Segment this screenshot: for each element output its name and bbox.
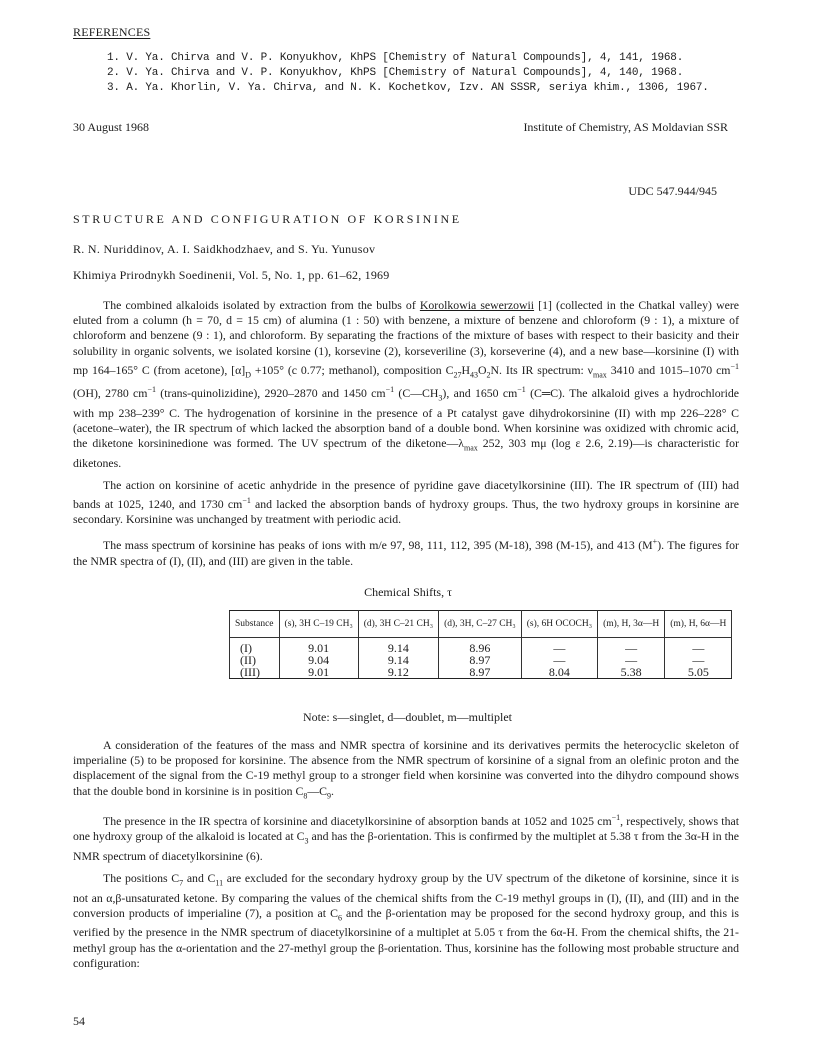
dateline: 30 August 1968 [73, 120, 150, 134]
table-header-cell: (d), 3H C–21 CH₃ [358, 611, 438, 638]
table-cell: 9.01 [279, 642, 358, 654]
table-cell: 9.14 [358, 642, 438, 654]
table-cell: 9.04 [279, 654, 358, 666]
table-header-cell: (s), 6H OCOCH₃ [521, 611, 597, 638]
paragraph: The positions $C_7$ and $C_{11}$ are excluded for the secondary hydroxy group by the UV spectrum of the diketone of korsinine, since it is not an α,β-unsaturated ketone. By comparing the values of the chemical shifts from the C-19 methyl groups in (I), (II), and (III) and in the conversion products of imperialine (7), a position at $C_6$ and the β-orientation may be proposed for the second hydroxy group, and this is verified by the presence in the NMR spectrum of diacetylkorsinine of a multiplet at 5.05 τ from the 6α-H. From the chemical shifts, the 21-methyl group has the α-orientation and the 27-methyl group the β-orientation. Thus, korsinine has the following most probable structure and configuration: [73, 871, 740, 970]
table-cell: — [521, 642, 597, 654]
table-header-row [230, 611, 732, 638]
article-title: STRUCTURE AND CONFIGURATION OF KORSININE [73, 212, 462, 226]
table-cell: 9.14 [358, 654, 438, 666]
table-cell: — [665, 642, 732, 654]
table-header-cell: (s), 3H C–19 CH₃ [279, 611, 358, 638]
table-caption: Chemical Shifts, τ [364, 585, 452, 599]
table-note: Note: s—singlet, d—doublet, m—multiplet [303, 710, 512, 724]
table-header-cell: (m), H, 3α—H [598, 611, 665, 638]
table-cell: 8.04 [521, 666, 597, 679]
table-cell: — [665, 654, 732, 666]
references-heading: REFERENCES [73, 25, 151, 39]
table-cell: 9.12 [358, 666, 438, 679]
reference-item: 1. V. Ya. Chirva and V. P. Konyukhov, KhPS [Chemistry of Natural Compounds], 4, 141, 1968. [107, 52, 684, 64]
table-cell: (III) [230, 666, 280, 679]
paragraph: The combined alkaloids isolated by extraction from the bulbs of Korolkowia sewerzowii [1] (collected in the Chatkal valley) were eluted from a column (h = 70, d = 15 cm) of alumina (1 : 50) with benzene, a mixture of benzene and chloroform (9 : 1), a mixture of chloroform and benzene (9 : 1), and chloroform. By separating the fractions of the mixture of bases with respect to their basicity and their solubility in organic solvents, we isolated korsine (1), korsevine (2), korseveriline (3), korseverine (4), and a new base—korsinine (I) with mp 164–165° C (from acetone), $[\alpha]_D +105^\circ$ (c 0.77; methanol), composition $C_{27}H_{43}O_2N$. Its IR spectrum: $\nu_{max}$ 3410 and 1015–1070 $cm^{-1}$ (OH), 2780 $cm^{-1}$ (trans-quinolizidine), 2920–2870 and 1450 $cm^{-1}$ $(C—CH_3)$, and 1650 $cm^{-1}$ (C═C). The alkaloid gives a hydrochloride with mp 238–239° C. The hydrogenation of korsinine in the presence of a Pt catalyst gave dihydrokorsinine (II) with mp 226–228° C (acetone–water), the IR spectrum of which lacked the absorption band of a double bond. When korsinine was oxidized with chromic acid, the diketone korsininedione was formed. The UV spectrum of the $diketone—\lambda_{max}$ 252, 303 mμ (log ε 2.6, 2.19)—is characteristic for diketones. [73, 298, 740, 470]
paragraph: The presence in the IR spectra of korsinine and diacetylkorsinine of absorption bands at 1052 and 1025 $cm^{-1}$, respectively, shows that one hydroxy group of the alkaloid is located at $C_3$ and has the β-orientation. This is confirmed by the multiplet at 5.38 τ from the 3α-H in the NMR spectrum of diacetylkorsinine (6). [73, 813, 740, 863]
body-text-lower [73, 738, 739, 978]
table-cell: 5.05 [665, 666, 732, 679]
article-source: Khimiya Prirodnykh Soedinenii, Vol. 5, No. 1, pp. 61–62, 1969 [73, 268, 390, 282]
table-cell: (II) [230, 654, 280, 666]
table-cell: 5.38 [598, 666, 665, 679]
page-number: 54 [73, 1014, 85, 1028]
table-header-cell: (d), 3H, C–27 CH₃ [439, 611, 522, 638]
table-cell: — [598, 654, 665, 666]
article-authors: R. N. Nuriddinov, A. I. Saidkhodzhaev, and S. Yu. Yunusov [73, 242, 376, 256]
body-text-upper [73, 298, 739, 576]
table-cell: 8.97 [439, 666, 522, 679]
reference-item: 2. V. Ya. Chirva and V. P. Konyukhov, KhPS [Chemistry of Natural Compounds], 4, 140, 1968. [107, 66, 684, 79]
chemical-shifts-table [229, 610, 732, 679]
paragraph: The mass spectrum of korsinine has peaks of ions with m/e 97, 98, 111, 112, 395 (M-18), 398 (M-15), and 413 (M+). The figures for the NMR spectra of (I), (II), and (III) are given in the table. [73, 537, 739, 568]
paragraph: The action on korsinine of acetic anhydride in the presence of pyridine gave diacetylkorsinine (III). The IR spectrum of (III) had bands at 1025, 1240, and 1730 $cm^{-1}$ and lacked the absorption bands of hydroxy groups. Thus, the two hydroxy groups in korsinine are secondary. Korsinine was unchanged by treatment with periodic acid. [73, 477, 739, 527]
table-cell: 8.96 [439, 642, 522, 654]
paragraph: A consideration of the features of the mass and NMR spectra of korsinine and its derivatives permits the heterocyclic skeleton of imperialine (5) to be proposed for korsinine. The absence from the NMR spectrum of korsinine of a signal from an olefinic proton and the displacement of the signal from the C-19 methyl group to a stronger field when korsinine was converted into the dihydro compound shows that the double bond in korsinine is in position $C_8—C_9$. [73, 738, 739, 800]
table-cell: 8.97 [439, 654, 522, 666]
table-header-cell: (m), H, 6α—H [665, 611, 732, 638]
reference-item: 3. A. Ya. Khorlin, V. Ya. Chirva, and N. K. Kochetkov, Izv. AN SSSR, seriya khim., 1306, 1967. [107, 81, 709, 94]
table-cell: (I) [230, 642, 280, 654]
table-cell: — [598, 642, 665, 654]
institute: Institute of Chemistry, AS Moldavian SSR [523, 120, 728, 134]
table-cell: 9.01 [279, 666, 358, 679]
udc-code: UDC 547.944/945 [628, 184, 717, 198]
table-cell: — [521, 654, 597, 666]
table-header-cell: Substance [230, 611, 280, 638]
table-row [230, 666, 732, 679]
reference-list [107, 51, 747, 95]
